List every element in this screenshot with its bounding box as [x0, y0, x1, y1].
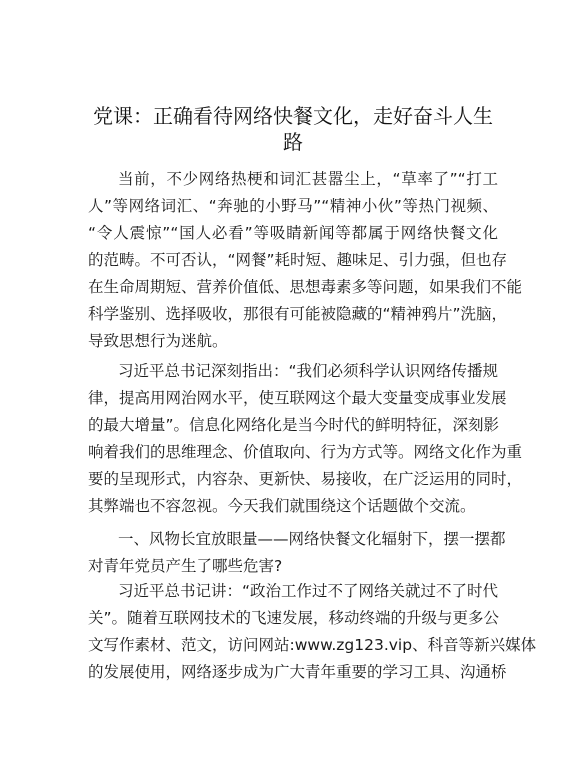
section-heading — [88, 526, 506, 580]
title-line: 路 — [283, 130, 303, 154]
document-title — [88, 103, 498, 155]
text-line: 要的呈现形式，内容杂、更新快、易接收，在广泛运用的同时， — [88, 470, 523, 488]
text-line: 关”。随着互联网技术的飞速发展，移动终端的升级与更多公 — [88, 609, 500, 627]
text-line: 当前，不少网络热梗和词汇甚嚣尘上，“草率了”“打工 — [118, 170, 498, 188]
text-line: 律，提高用网治网水平，使互联网这个最大变量变成事业发展 — [88, 389, 507, 407]
text-line: “令人震惊”“国人必看”等吸睛新闻等都属于网络快餐文化 — [88, 224, 498, 242]
text-line: 的发展使用，网络逐步成为广大青年重要的学习工具、沟通桥 — [88, 663, 507, 681]
text-line: 对青年党员产生了哪些危害? — [88, 557, 283, 575]
text-line: 习近平总书记深刻指出：“我们必须科学认识网络传播规 — [118, 362, 499, 380]
paragraph-intro — [88, 166, 523, 355]
text-line: 响着我们的思维理念、价值取向、行为方式等。网络文化作为重 — [88, 443, 523, 461]
text-line: 其弊端也不容忽视。今天我们就围绕这个话题做个交流。 — [88, 497, 476, 515]
text-line: 导致思想行为迷航。 — [88, 332, 228, 350]
text-line: 的最大增量”。信息化网络化是当今时代的鲜明特征，深刻影 — [88, 416, 500, 434]
paragraph-section-body — [88, 578, 537, 686]
text-line: 文写作素材、范文，访问网站:www.zg123.vip、科音等新兴媒体 — [88, 636, 537, 654]
text-line: 在生命周期短、营养价值低、思想毒素多等问题，如果我们不能 — [88, 278, 523, 296]
text-line: 人”等网络词汇、“奔驰的小野马”“精神小伙”等热门视频、 — [88, 197, 498, 215]
text-line: 一、风物长宜放眼量——网络快餐文化辐射下，摆一摆都 — [118, 530, 506, 548]
text-line: 的范畴。不可否认，“网餐”耗时短、趣味足、引力强，但也存 — [88, 251, 508, 269]
paragraph-quote — [88, 358, 523, 520]
title-line: 党课：正确看待网络快餐文化，走好奋斗人生 — [93, 104, 493, 128]
text-line: 习近平总书记讲：“政治工作过不了网络关就过不了时代 — [118, 582, 499, 600]
text-line: 科学鉴别、选择吸收，那很有可能被隐藏的“精神鸦片”洗脑， — [88, 305, 508, 323]
